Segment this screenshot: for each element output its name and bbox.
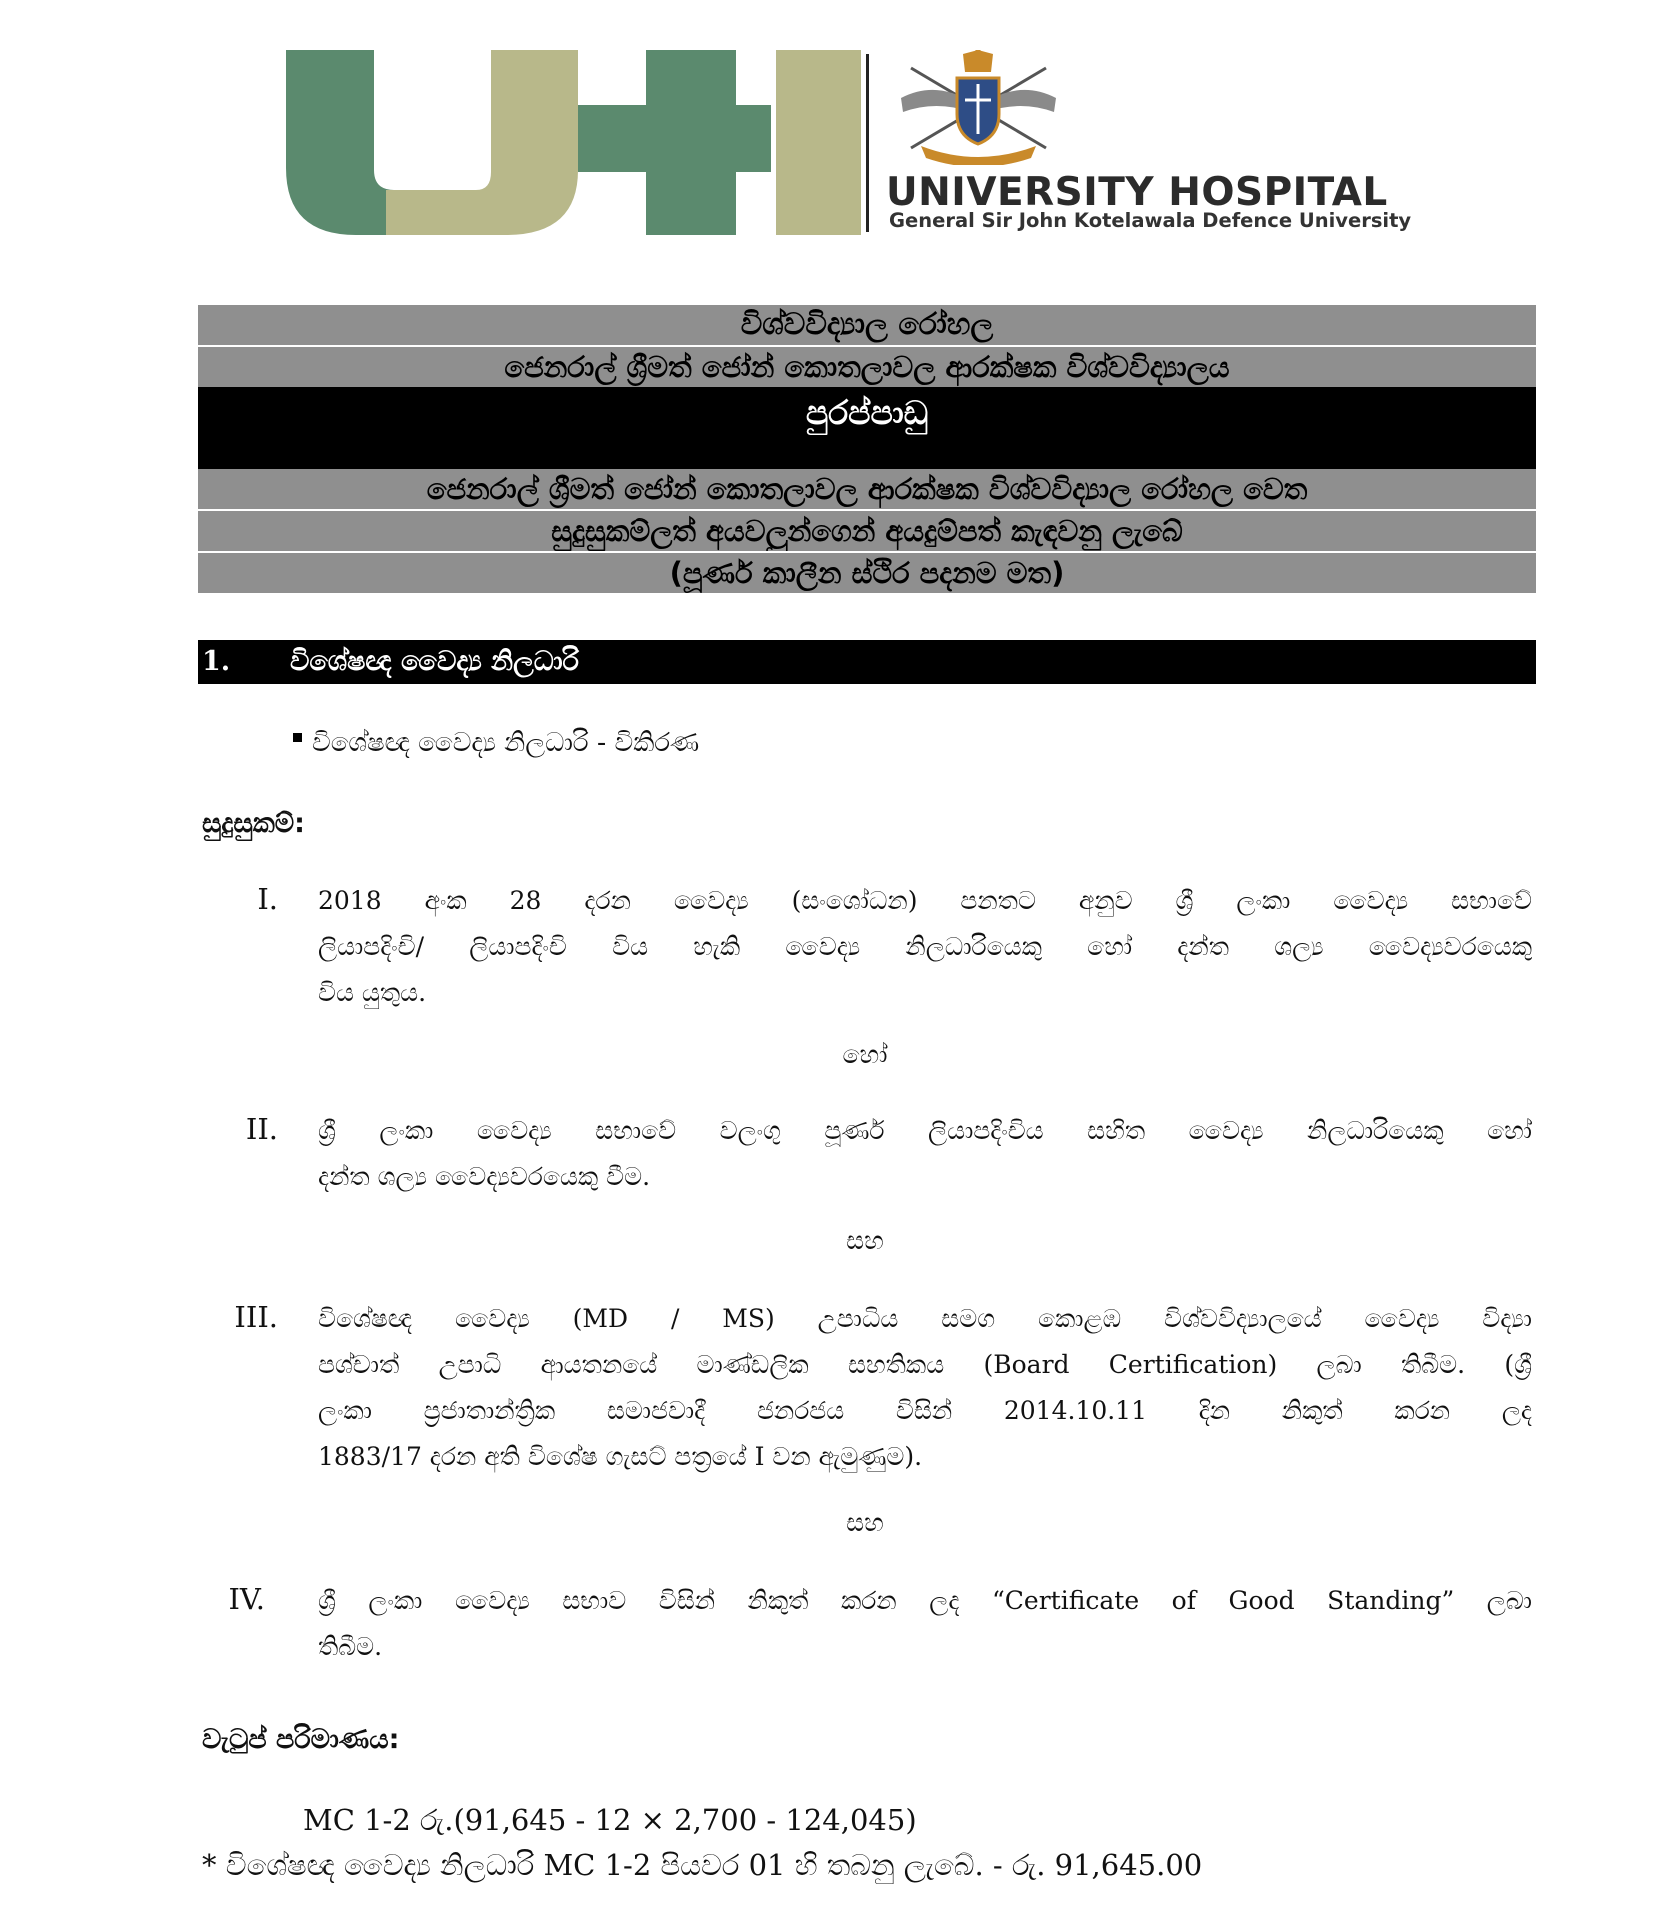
qualification-3-line-2: පශ්චාත් උපාධි ආයතනයේ මාණ්ඩලික සහතිකය (Board Certification) ලබා තිබීම. (ශ්‍රී (318, 1350, 1532, 1379)
square-bullet-icon (293, 733, 302, 742)
qualification-2-line-2: දන්ත ශල්‍ය වෛද්‍යවරයෙකු වීම. (318, 1162, 651, 1191)
kdu-crest-icon (891, 50, 1066, 165)
title-university: ජෙනරාල් ශ්‍රීමත් ජෝන් කොතලාවල ආරක්ෂක විශ්වවිද්‍යාලය (198, 347, 1536, 387)
connector-and-1: සහ (846, 1226, 884, 1255)
section-number: 1. (202, 646, 231, 677)
qualification-1-line-1: 2018 අංක 28 දරන වෛද්‍ය (සංශෝධන) පනතට අනුව ශ්‍රී ලංකා වෛද්‍ය සභාවේ (318, 886, 1532, 915)
qualification-3-line-1: විශේෂඥ වෛද්‍ය (MD / MS) උපාධිය සමග කොළඹ විශ්වවිද්‍යාලයේ වෛද්‍ය විද්‍යා (318, 1304, 1532, 1333)
uh-logo-mark (286, 50, 861, 235)
qualification-4-line-1: ශ්‍රී ලංකා වෛද්‍ය සභාව විසින් නිකුත් කරන ලද “Certificate of Good Standing” ලබා (318, 1586, 1532, 1615)
qualification-4-line-2: තිබීම. (318, 1632, 383, 1661)
item-numeral-1: I. (257, 882, 278, 916)
title-call-line1: ජෙනරාල් ශ්‍රීමත් ජෝන් කොතලාවල ආරක්ෂක විශ්වවිද්‍යාල රෝහල වෙත (198, 469, 1536, 511)
post-title: විශේෂඥ වෛද්‍ය නිලධාරි - විකිරණ (312, 728, 700, 758)
title-call-line2: සුදුසුකම්ලත් අයවලුන්ගෙන් අයදුම්පත් කැඳවනු ලැබේ (198, 511, 1536, 553)
letterhead (286, 50, 1446, 240)
qualification-item-3 (318, 1296, 1532, 1480)
qualification-3-line-4: 1883/17 දරන අති විශේෂ ගැසට් පත්‍රයේ I වන ඇමුණුම). (318, 1442, 923, 1471)
qualification-item-4 (318, 1578, 1532, 1670)
connector-and-2: සහ (846, 1508, 884, 1537)
salary-note: * විශේෂඥ වෛද්‍ය නිලධාරි MC 1-2 පියවර 01 හි තබනු ලැබේ. - රු. 91,645.00 (202, 1848, 1203, 1882)
qualification-1-line-3: විය යුතුය. (318, 978, 427, 1007)
university-name: General Sir John Kotelawala Defence University (889, 209, 1412, 232)
logo-divider (866, 54, 869, 232)
qualification-2-line-1: ශ්‍රී ලංකා වෛද්‍ය සභාවේ වලංගු පූර්ණ ලියාපදිංචිය සහිත වෛද්‍ය නිලධාරියෙකු හෝ (318, 1116, 1532, 1145)
item-numeral-4: IV. (228, 1582, 265, 1616)
qualification-3-line-3: ලංකා ප්‍රජාතාන්ත්‍රික සමාජවාදී ජනරජය විසින් 2014.10.11 දින නිකුත් කරන ලද (318, 1396, 1532, 1425)
salary-scale: MC 1-2 රු.(91,645 - 12 × 2,700 - 124,045) (303, 1803, 917, 1837)
qualification-item-2 (318, 1108, 1532, 1200)
qualification-1-line-2: ලියාපදිංචි/ ලියාපදිංචි විය හැකි වෛද්‍ය නිලධාරියෙකු හෝ දන්ත ශල්‍ය වෛද්‍යවරයෙකු (318, 932, 1532, 961)
section-heading (198, 640, 1536, 684)
connector-or: හෝ (842, 1040, 888, 1069)
hospital-name: UNIVERSITY HOSPITAL (886, 170, 1388, 215)
title-hospital: විශ්වවිද්‍යාල රෝහල (198, 305, 1536, 347)
title-block (198, 305, 1536, 593)
qualifications-heading: සුදුසුකම්: (202, 808, 305, 839)
salary-heading: වැටුප් පරිමාණය: (202, 1724, 400, 1755)
post-bullet (293, 728, 699, 759)
title-basis: (පූර්ණ කාලීන ස්ථිර පදනම මත) (198, 553, 1536, 593)
section-title: විශේෂඥ වෛද්‍ය නිලධාරි (290, 646, 579, 677)
title-vacancies: පුරප්පාඩු (198, 387, 1536, 469)
item-numeral-3: III. (234, 1300, 278, 1334)
qualification-item-1 (318, 878, 1532, 1016)
item-numeral-2: II. (245, 1112, 278, 1146)
